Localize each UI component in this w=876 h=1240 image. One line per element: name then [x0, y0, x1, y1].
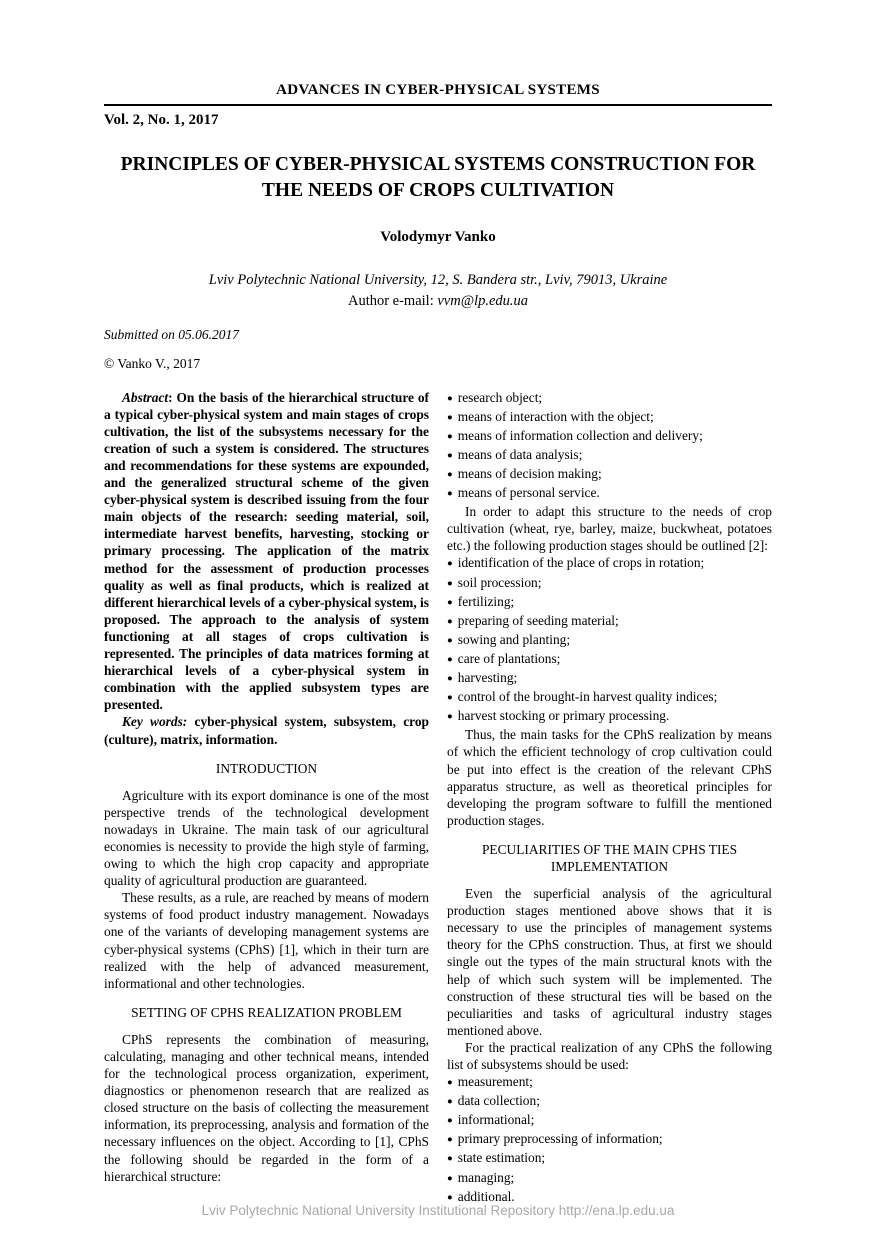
bullet-item	[447, 612, 772, 631]
bullet-icon: ●	[447, 1135, 453, 1146]
bullet-icon: ●	[447, 1154, 453, 1165]
bullet-icon: ●	[447, 693, 453, 704]
bullet-text: informational;	[457, 1112, 535, 1128]
peculiarities-paragraph-1: Even the superficial analysis of the agricultural production stages mentioned above shows that it is necessary to use the principles of management systems theory for the CPhS construction. Thus, at first we should single out the types of the main structural knots with the help of which such system will be implemented. The construction of these structural ties will be based on the peculiarities and tasks of agricultural industry stages mentioned above.	[447, 886, 772, 1038]
bullet-icon: ●	[447, 712, 453, 723]
header-rule	[104, 104, 772, 106]
bullet-icon: ●	[447, 1078, 453, 1089]
submitted-date: Submitted on 05.06.2017	[104, 326, 239, 342]
bullet-icon: ●	[447, 674, 453, 685]
setting-paragraph-1: CPhS represents the combination of measuring, calculating, managing and other technical means, intended for the technological process organization, experiment, diagnostics or phenomenon research that are realized as closed structure on the basis of collecting the measurement information, its preprocessing, analysis and formation of the necessary influences on the object. According to [1], CPhS the following should be regarded in the form of a hierarchical structure:	[104, 1031, 429, 1184]
affiliation: Lviv Polytechnic National University, 12, S. Bandera str., Lviv, 79013, Ukraine	[208, 271, 668, 288]
bullet-icon: ●	[447, 559, 453, 570]
right-column	[447, 389, 772, 1207]
bullet-icon: ●	[447, 1116, 453, 1127]
bullet-item	[447, 1130, 772, 1149]
bullet-text: fertilizing;	[457, 593, 515, 609]
bullet-text: measurement;	[457, 1074, 533, 1090]
bullet-item	[447, 465, 772, 484]
section-heading-setting: SETTING OF CPHS REALIZATION PROBLEM	[131, 1004, 402, 1020]
volume-line: Vol. 2, No. 1, 2017	[104, 112, 219, 128]
abstract-paragraph	[104, 389, 429, 714]
bullet-icon: ●	[447, 1173, 453, 1184]
subsystems-bullet-list	[447, 1073, 772, 1207]
peculiarities-paragraph-2: For the practical realization of any CPhS the following list of subsystems should be used:	[447, 1039, 772, 1072]
bullet-icon: ●	[447, 1097, 453, 1108]
abstract-label: Abstract	[122, 389, 169, 405]
bullet-icon: ●	[447, 412, 453, 423]
section-heading-introduction: INTRODUCTION	[215, 760, 318, 776]
bullet-item	[447, 574, 772, 593]
thus-paragraph: Thus, the main tasks for the CPhS realization by means of which the efficient technology of crop cultivation could be put into effect is the creation of the relevant CPhS apparatus structure, as well as theoretical principles for developing the program software to fulfill the mentioned production stages.	[447, 727, 772, 828]
bullet-text: identification of the place of crops in rotation;	[457, 555, 705, 571]
left-column	[104, 389, 429, 1207]
bullet-text: managing;	[457, 1169, 515, 1185]
keywords-text: cyber-physical system, subsystem, crop (culture), matrix, information.	[104, 714, 429, 747]
bullet-icon: ●	[447, 470, 453, 480]
bullet-text: harvest stocking or primary processing.	[457, 708, 670, 724]
bullet-text: means of data analysis;	[457, 446, 583, 462]
bullet-icon: ●	[447, 489, 453, 500]
bullet-item	[447, 554, 772, 573]
bullet-text: control of the brought-in harvest quality indices;	[457, 689, 718, 705]
bullet-text: sowing and planting;	[457, 631, 571, 647]
keywords-label: Key words:	[122, 714, 188, 730]
bullet-icon: ●	[447, 431, 453, 442]
bullet-icon: ●	[447, 654, 453, 665]
bullet-item	[447, 688, 772, 707]
bullet-item	[447, 446, 772, 465]
email-value: vvm@lp.edu.ua	[437, 292, 529, 309]
bullet-icon: ●	[447, 450, 453, 461]
keywords-paragraph	[104, 713, 429, 747]
introduction-paragraph-2: These results, as a rule, are reached by means of modern systems of food product industry management. Nowadays one of the variants of developing management systems are cyber-physical systems (CPhS) [1], which in their turn are realized with the help of advanced measurement, informational and other technologies.	[104, 890, 429, 991]
author-name: Volodymyr Vanko	[380, 228, 496, 245]
repository-footer: Lviv Polytechnic National University Institutional Repository http://ena.lp.edu.ua	[201, 1203, 675, 1218]
bullet-text: care of plantations;	[457, 650, 561, 666]
bullet-item	[447, 707, 772, 726]
bullet-text: primary preprocessing of information;	[457, 1131, 663, 1147]
bullet-icon: ●	[447, 578, 453, 589]
paper-title: PRINCIPLES OF CYBER-PHYSICAL SYSTEMS CONSTRUCTION FOR THE NEEDS OF CROPS CULTIVATION	[120, 154, 756, 202]
bullet-item	[447, 650, 772, 669]
bullet-text: harvesting;	[457, 670, 518, 686]
bullet-icon: ●	[447, 616, 453, 627]
section-heading-peculiarities: PECULIARITIES OF THE MAIN CPHS TIES IMPLEMENTATION	[481, 841, 738, 874]
bullet-text: additional.	[457, 1188, 515, 1204]
journal-header	[104, 82, 772, 129]
bullet-item	[447, 593, 772, 612]
bullet-text: preparing of seeding material;	[457, 612, 619, 628]
hierarchy-bullet-list	[447, 389, 772, 504]
bullet-item	[447, 669, 772, 688]
bullet-item	[447, 484, 772, 503]
bullet-item	[447, 1149, 772, 1168]
copyright-line: © Vanko V., 2017	[104, 355, 201, 371]
email-line	[104, 293, 772, 310]
bullet-icon: ●	[447, 393, 453, 404]
two-column-body	[104, 389, 772, 1207]
bullet-text: means of decision making;	[457, 466, 602, 481]
bullet-item	[447, 1111, 772, 1130]
bullet-item	[447, 389, 772, 408]
adapt-paragraph: In order to adapt this structure to the needs of crop cultivation (wheat, rye, barley, maize, buckwheat, potatoes etc.) the following production stages should be outlined [2]:	[447, 504, 772, 554]
bullet-item	[447, 1092, 772, 1111]
bullet-text: data collection;	[457, 1093, 540, 1109]
email-label: Author e-mail:	[347, 292, 438, 309]
bullet-item	[447, 631, 772, 650]
bullet-text: research object;	[457, 389, 543, 405]
bullet-text: soil procession;	[457, 574, 542, 590]
stages-bullet-list	[447, 554, 772, 726]
bullet-item	[447, 1073, 772, 1092]
bullet-item	[447, 427, 772, 446]
bullet-icon: ●	[447, 635, 453, 646]
bullet-item	[447, 1169, 772, 1188]
bullet-icon: ●	[447, 597, 453, 608]
journal-title: ADVANCES IN CYBER-PHYSICAL SYSTEMS	[276, 82, 600, 98]
introduction-paragraph-1: Agriculture with its export dominance is one of the most perspective trends of the technological development nowadays in Ukraine. The main task of our agricultural economies is necessity to provide the high style of farming, owing to which the high crop capacity and appropriate quality of agricultural production are guaranteed.	[104, 787, 429, 889]
bullet-text: means of information collection and delivery;	[457, 427, 703, 443]
abstract-text: : On the basis of the hierarchical structure of a typical cyber-physical system and main stages of crops cultivation, the list of the subsystems necessary for the creation of such a system is considered. The structures and recommendations for these systems are expounded, and the generalized structural scheme of the given cyber-physical system is described issuing from the four main objects of the research: seeding material, soil, intermediate harvest benefits, harvesting, stocking or primary processing. The application of the matrix method for the assessment of production processes quality as well as final products, which is realized at different hierarchical levels of a cyber-physical system, is proposed. The approach to the analysis of system functioning at all stages of crops cultivation is represented. The principles of data matrices forming at hierarchical levels of a cyber-physical system in combination with the applied subsystem types are presented.	[104, 389, 429, 713]
bullet-icon: ●	[447, 1192, 453, 1203]
bullet-item	[447, 408, 772, 427]
bullet-text: state estimation;	[457, 1150, 546, 1166]
bullet-text: means of personal service.	[457, 485, 600, 501]
bullet-text: means of interaction with the object;	[457, 408, 654, 424]
